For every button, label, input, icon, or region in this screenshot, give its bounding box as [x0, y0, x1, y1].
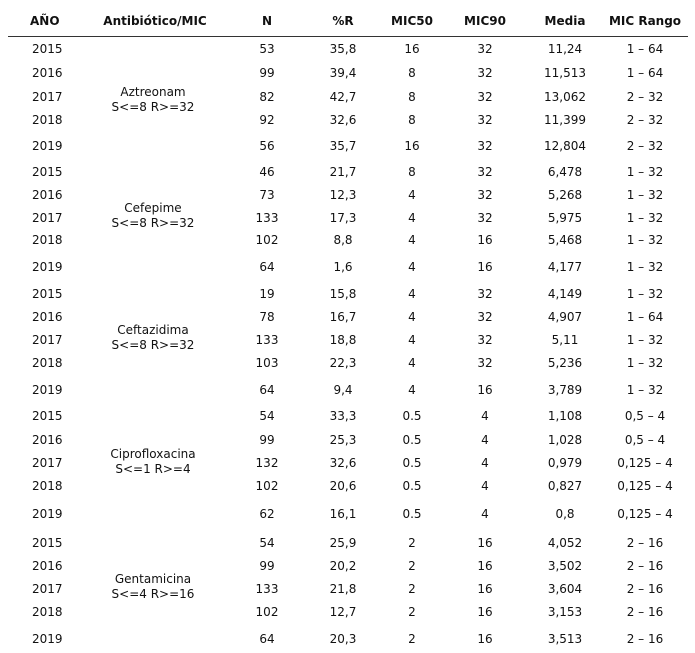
cell-pct-r: 21,8	[329, 582, 357, 596]
cell-range: 1 – 32	[626, 211, 664, 225]
cell-n: 53	[259, 42, 275, 56]
cell-year: 2016	[32, 66, 63, 80]
cell-range: 2 – 16	[626, 605, 664, 619]
cell-mic50: 8	[408, 165, 416, 179]
cell-mic50: 4	[408, 287, 416, 301]
antibiotic-group-label	[112, 201, 195, 231]
cell-year: 2018	[32, 356, 63, 370]
cell-year: 2018	[32, 113, 63, 127]
header-mic-range: MIC Rango	[608, 14, 682, 28]
cell-year: 2019	[32, 383, 63, 397]
cell-media: 3,513	[547, 632, 583, 646]
cell-range: 0,5 – 4	[624, 433, 666, 447]
cell-range: 1 – 64	[626, 66, 664, 80]
cell-pct-r: 32,6	[329, 456, 357, 470]
cell-mic90: 32	[477, 333, 493, 347]
cell-media: 1,028	[547, 433, 583, 447]
cell-mic90: 32	[477, 113, 493, 127]
cell-pct-r: 8,8	[333, 233, 353, 247]
antibiotic-name: Cefepime	[124, 201, 182, 215]
cell-pct-r: 15,8	[329, 287, 357, 301]
cell-mic90: 16	[477, 233, 493, 247]
cell-n: 102	[255, 233, 279, 247]
cell-pct-r: 18,8	[329, 333, 357, 347]
cell-n: 56	[259, 139, 275, 153]
cell-mic90: 4	[481, 409, 489, 423]
cell-n: 73	[259, 188, 275, 202]
cell-media: 4,149	[547, 287, 583, 301]
cell-n: 82	[259, 90, 275, 104]
cell-range: 1 – 32	[626, 188, 664, 202]
cell-media: 5,268	[547, 188, 583, 202]
cell-range: 2 – 32	[626, 139, 664, 153]
cell-n: 102	[255, 479, 279, 493]
cell-n: 64	[259, 383, 275, 397]
antibiotic-group-label	[112, 323, 195, 353]
cell-year: 2018	[32, 233, 63, 247]
cell-pct-r: 39,4	[329, 66, 357, 80]
antibiotic-group-label	[110, 447, 195, 477]
cell-media: 5,468	[547, 233, 583, 247]
cell-n: 133	[255, 582, 279, 596]
cell-mic90: 32	[477, 188, 493, 202]
cell-mic50: 2	[408, 605, 416, 619]
header-mic50: MIC50	[391, 14, 433, 28]
cell-n: 103	[255, 356, 279, 370]
cell-range: 2 – 16	[626, 582, 664, 596]
cell-media: 12,804	[544, 139, 586, 153]
cell-mic50: 4	[408, 233, 416, 247]
cell-n: 46	[259, 165, 275, 179]
cell-mic90: 16	[477, 260, 493, 274]
cell-year: 2015	[32, 287, 63, 301]
cell-n: 133	[255, 333, 279, 347]
cell-mic50: 8	[408, 66, 416, 80]
cell-year: 2017	[32, 582, 63, 596]
cell-range: 1 – 64	[626, 310, 664, 324]
cell-mic50: 8	[408, 113, 416, 127]
cell-mic90: 32	[477, 66, 493, 80]
antibiotic-group-label	[112, 572, 195, 602]
cell-pct-r: 21,7	[329, 165, 357, 179]
cell-pct-r: 42,7	[329, 90, 357, 104]
cell-n: 78	[259, 310, 275, 324]
cell-mic90: 16	[477, 632, 493, 646]
cell-mic90: 32	[477, 139, 493, 153]
cell-mic90: 32	[477, 165, 493, 179]
cell-mic50: 8	[408, 90, 416, 104]
cell-year: 2019	[32, 139, 63, 153]
cell-range: 0,5 – 4	[624, 409, 666, 423]
cell-media: 4,177	[547, 260, 583, 274]
cell-pct-r: 16,1	[329, 507, 357, 521]
cell-mic90: 16	[477, 383, 493, 397]
cell-mic50: 2	[408, 582, 416, 596]
cell-pct-r: 16,7	[329, 310, 357, 324]
cell-year: 2016	[32, 310, 63, 324]
cell-media: 13,062	[544, 90, 586, 104]
cell-range: 0,125 – 4	[617, 479, 673, 493]
cell-media: 6,478	[547, 165, 583, 179]
cell-pct-r: 32,6	[329, 113, 357, 127]
cell-mic90: 4	[481, 433, 489, 447]
cell-year: 2015	[32, 536, 63, 550]
antibiotic-name: Gentamicina	[114, 572, 192, 586]
cell-media: 3,153	[547, 605, 583, 619]
cell-pct-r: 22,3	[329, 356, 357, 370]
header-rule	[8, 36, 688, 37]
cell-range: 1 – 32	[626, 333, 664, 347]
cell-mic90: 32	[477, 90, 493, 104]
cell-n: 19	[259, 287, 275, 301]
cell-range: 1 – 64	[626, 42, 664, 56]
antibiotic-name: Ceftazidima	[117, 323, 189, 337]
cell-n: 64	[259, 260, 275, 274]
cell-mic50: 0.5	[402, 409, 422, 423]
cell-pct-r: 33,3	[329, 409, 357, 423]
cell-mic50: 2	[408, 632, 416, 646]
cell-n: 99	[259, 66, 275, 80]
cell-n: 54	[259, 409, 275, 423]
cell-media: 5,975	[547, 211, 583, 225]
cell-n: 133	[255, 211, 279, 225]
cell-pct-r: 12,3	[329, 188, 357, 202]
header-pct-r: %R	[332, 14, 354, 28]
cell-year: 2017	[32, 333, 63, 347]
cell-media: 4,907	[547, 310, 583, 324]
cell-n: 99	[259, 559, 275, 573]
cell-mic90: 4	[481, 456, 489, 470]
cell-media: 11,513	[544, 66, 586, 80]
cell-mic90: 16	[477, 536, 493, 550]
antibiotic-criteria: S<=4 R>=16	[111, 587, 195, 601]
cell-media: 0,827	[547, 479, 583, 493]
cell-n: 99	[259, 433, 275, 447]
cell-year: 2016	[32, 188, 63, 202]
cell-year: 2016	[32, 559, 63, 573]
cell-mic50: 2	[408, 559, 416, 573]
cell-mic50: 4	[408, 188, 416, 202]
cell-pct-r: 9,4	[333, 383, 353, 397]
antibiotic-criteria: S<=8 R>=32	[111, 100, 195, 114]
cell-mic90: 32	[477, 42, 493, 56]
cell-media: 11,24	[547, 42, 583, 56]
cell-mic90: 16	[477, 605, 493, 619]
cell-range: 1 – 32	[626, 287, 664, 301]
cell-media: 11,399	[544, 113, 586, 127]
cell-range: 2 – 16	[626, 536, 664, 550]
cell-year: 2015	[32, 42, 63, 56]
cell-range: 1 – 32	[626, 356, 664, 370]
cell-range: 1 – 32	[626, 233, 664, 247]
cell-range: 1 – 32	[626, 165, 664, 179]
cell-mic50: 4	[408, 383, 416, 397]
header-media: Media	[544, 14, 586, 28]
cell-pct-r: 35,7	[329, 139, 357, 153]
header-mic90: MIC90	[464, 14, 506, 28]
cell-media: 0,979	[547, 456, 583, 470]
cell-range: 2 – 32	[626, 113, 664, 127]
antibiotic-name: Ciprofloxacina	[110, 447, 196, 461]
cell-year: 2018	[32, 605, 63, 619]
cell-mic90: 32	[477, 310, 493, 324]
cell-mic90: 32	[477, 211, 493, 225]
cell-mic90: 16	[477, 582, 493, 596]
cell-range: 1 – 32	[626, 260, 664, 274]
cell-n: 132	[255, 456, 279, 470]
cell-pct-r: 12,7	[329, 605, 357, 619]
cell-media: 5,11	[551, 333, 579, 347]
cell-pct-r: 20,2	[329, 559, 357, 573]
cell-range: 2 – 16	[626, 632, 664, 646]
cell-pct-r: 35,8	[329, 42, 357, 56]
cell-mic50: 16	[404, 139, 420, 153]
cell-media: 4,052	[547, 536, 583, 550]
cell-year: 2019	[32, 260, 63, 274]
antibiotic-name: Aztreonam	[120, 85, 186, 99]
cell-n: 54	[259, 536, 275, 550]
cell-range: 1 – 32	[626, 383, 664, 397]
cell-mic50: 0.5	[402, 433, 422, 447]
cell-n: 64	[259, 632, 275, 646]
cell-n: 62	[259, 507, 275, 521]
cell-pct-r: 20,3	[329, 632, 357, 646]
antibiotic-criteria: S<=8 R>=32	[111, 338, 195, 352]
cell-media: 3,604	[547, 582, 583, 596]
cell-mic50: 4	[408, 333, 416, 347]
cell-mic50: 2	[408, 536, 416, 550]
cell-mic50: 4	[408, 211, 416, 225]
cell-mic50: 0.5	[402, 479, 422, 493]
cell-mic50: 4	[408, 310, 416, 324]
cell-pct-r: 25,3	[329, 433, 357, 447]
cell-mic50: 16	[404, 42, 420, 56]
cell-year: 2016	[32, 433, 63, 447]
cell-range: 0,125 – 4	[617, 507, 673, 521]
cell-year: 2017	[32, 456, 63, 470]
cell-media: 3,502	[547, 559, 583, 573]
antibiotic-criteria: S<=1 R>=4	[115, 462, 191, 476]
cell-year: 2019	[32, 632, 63, 646]
cell-pct-r: 1,6	[333, 260, 353, 274]
header-antibiotic: Antibiótico/MIC	[103, 14, 207, 28]
cell-mic50: 0.5	[402, 507, 422, 521]
cell-pct-r: 17,3	[329, 211, 357, 225]
cell-media: 3,789	[547, 383, 583, 397]
cell-n: 102	[255, 605, 279, 619]
cell-mic90: 4	[481, 479, 489, 493]
cell-range: 2 – 16	[626, 559, 664, 573]
cell-year: 2017	[32, 90, 63, 104]
cell-year: 2015	[32, 409, 63, 423]
cell-year: 2017	[32, 211, 63, 225]
cell-mic50: 0.5	[402, 456, 422, 470]
cell-mic50: 4	[408, 260, 416, 274]
antibiotic-criteria: S<=8 R>=32	[111, 216, 195, 230]
cell-mic90: 16	[477, 559, 493, 573]
header-year: AÑO	[30, 14, 60, 28]
cell-pct-r: 20,6	[329, 479, 357, 493]
cell-mic50: 4	[408, 356, 416, 370]
cell-year: 2018	[32, 479, 63, 493]
cell-year: 2015	[32, 165, 63, 179]
cell-pct-r: 25,9	[329, 536, 357, 550]
cell-range: 0,125 – 4	[617, 456, 673, 470]
cell-n: 92	[259, 113, 275, 127]
cell-mic90: 4	[481, 507, 489, 521]
cell-mic90: 32	[477, 287, 493, 301]
cell-year: 2019	[32, 507, 63, 521]
cell-range: 2 – 32	[626, 90, 664, 104]
cell-mic90: 32	[477, 356, 493, 370]
header-n: N	[261, 14, 273, 28]
cell-media: 5,236	[547, 356, 583, 370]
cell-media: 1,108	[547, 409, 583, 423]
cell-media: 0,8	[555, 507, 575, 521]
antibiotic-group-label	[112, 85, 195, 115]
